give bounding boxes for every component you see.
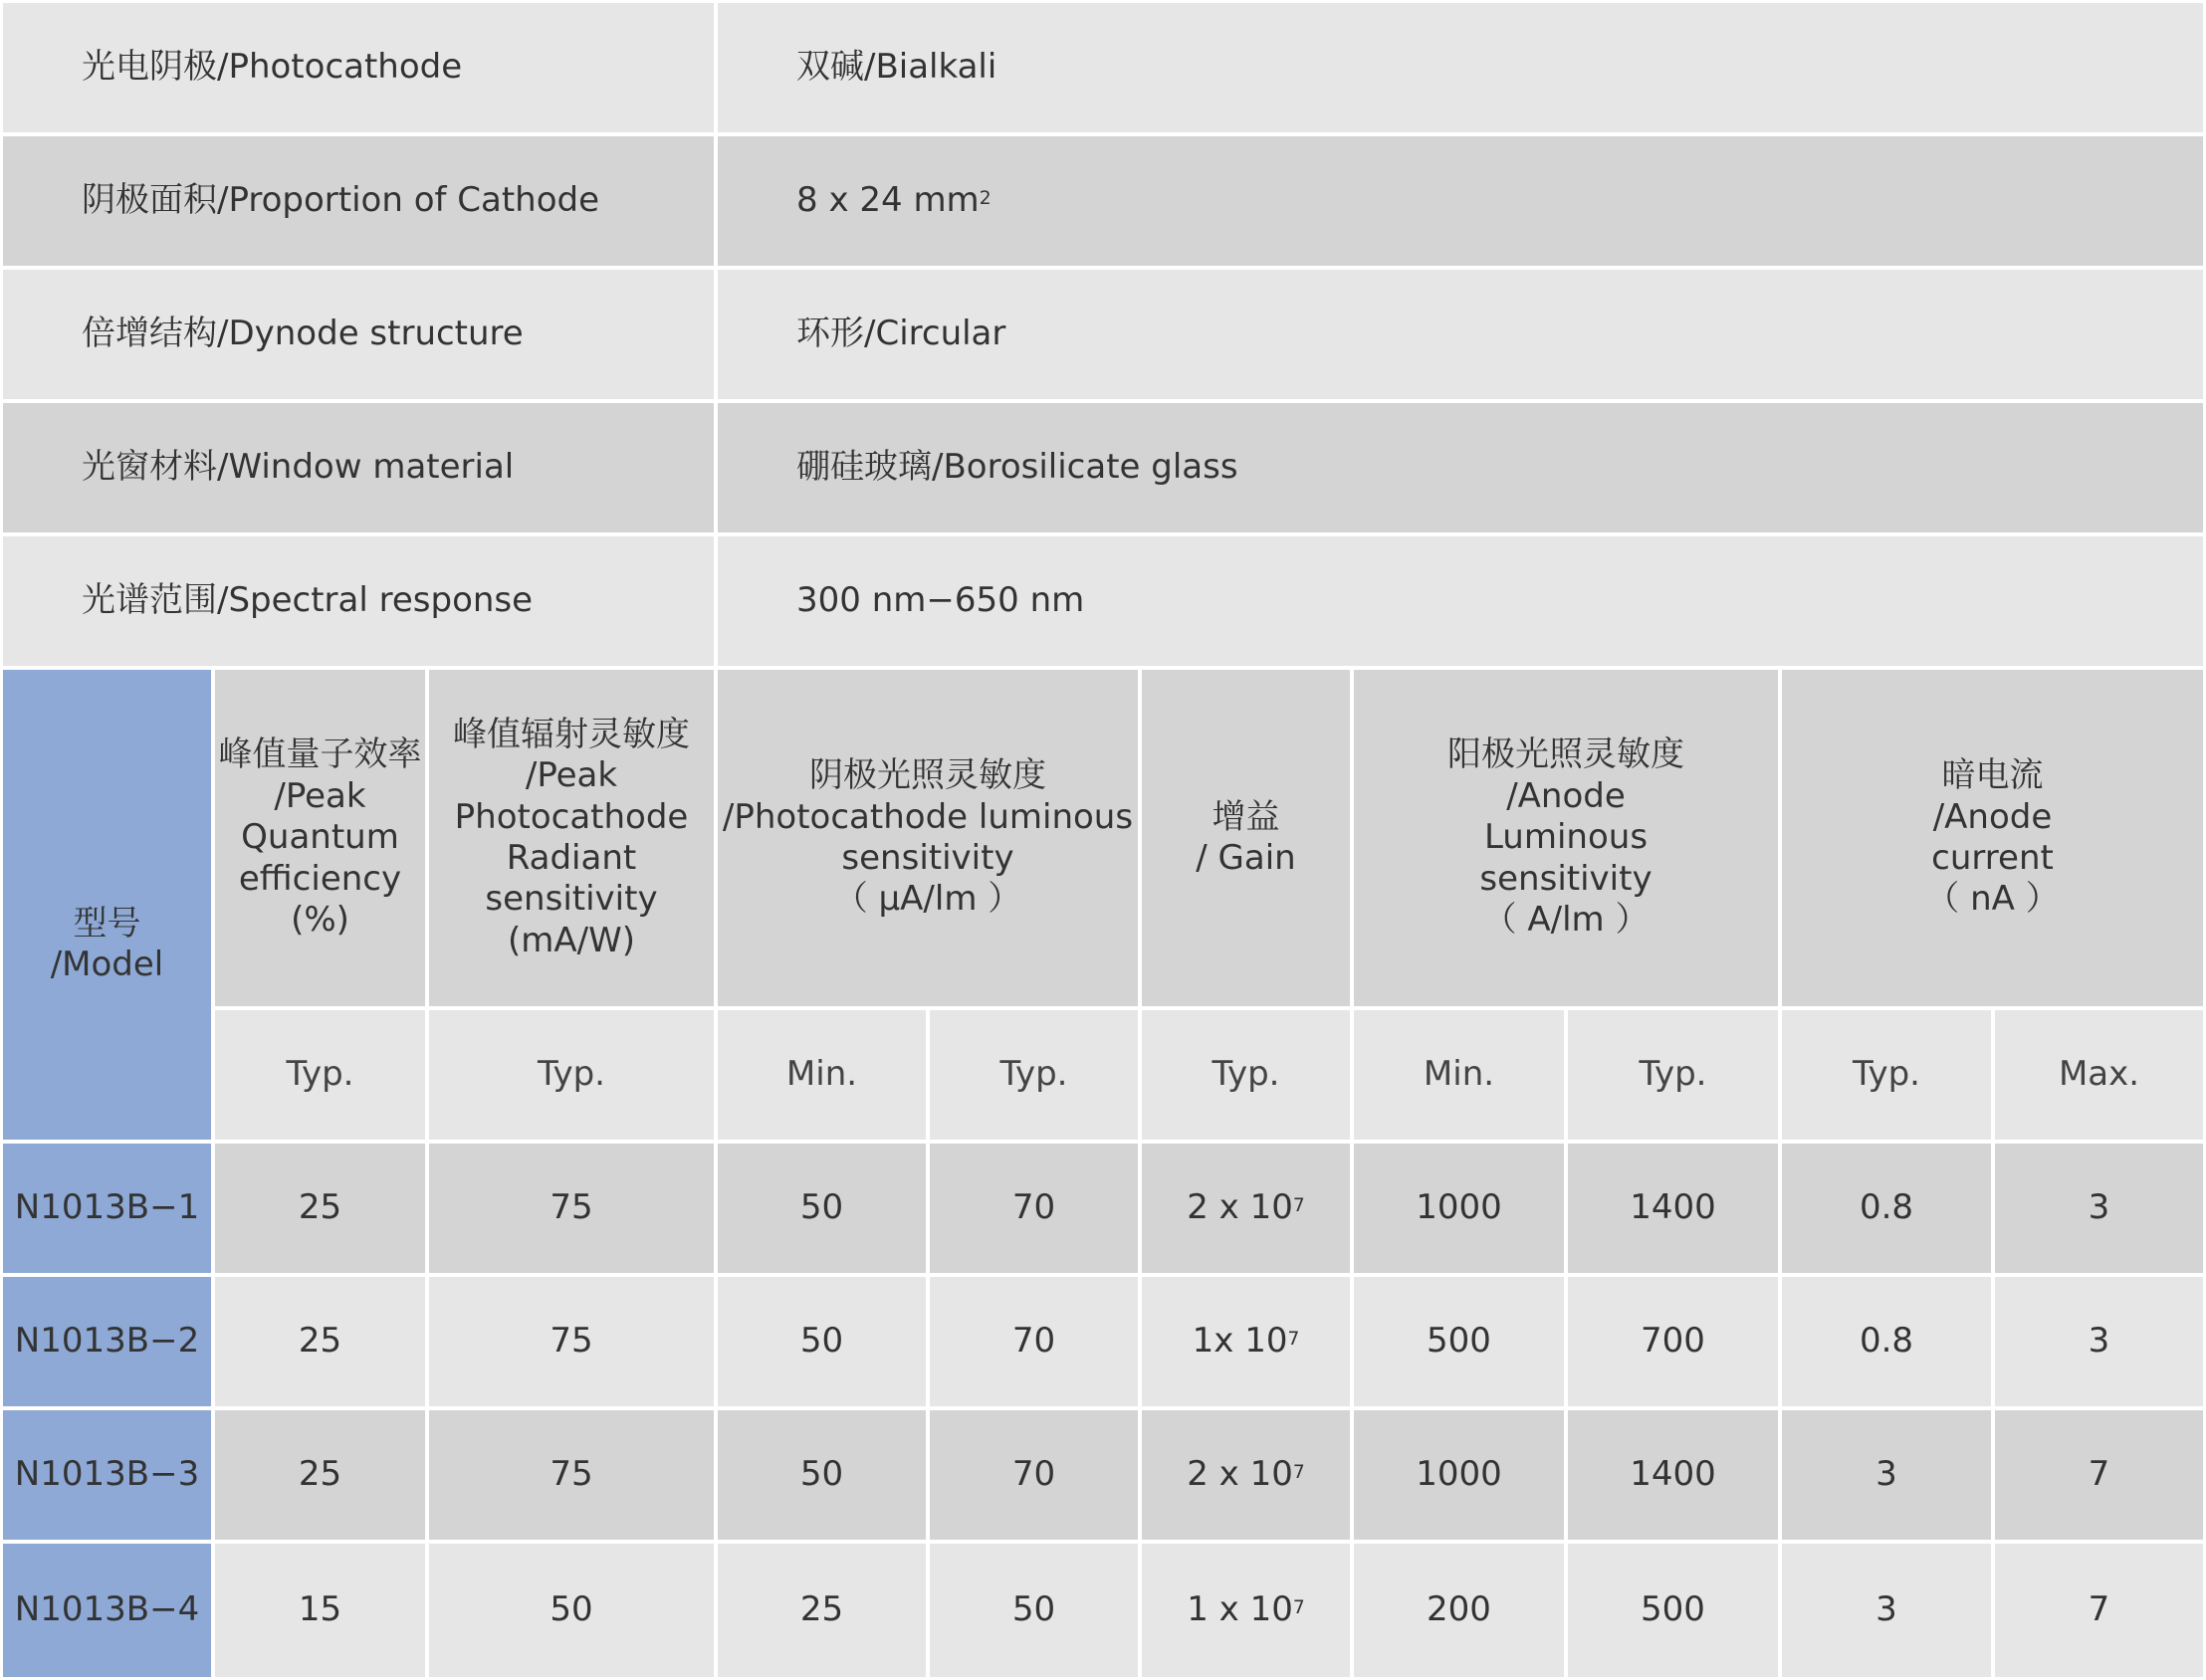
dc-typ-cell: 0.8 (1782, 1277, 1991, 1406)
spec-value-window: 硼硅玻璃/Borosilicate glass (718, 403, 2203, 532)
model-header-cn: 型号 (73, 903, 141, 944)
subheader-dc-typ: Typ. (1782, 1010, 1991, 1140)
header-line: sensitivity (485, 879, 658, 920)
spec-label-cathode-area: 阴极面积/Proportion of Cathode (3, 136, 714, 266)
header-anode-luminous (1354, 670, 1778, 1006)
header-line: （ μA/lm ） (833, 879, 1022, 920)
header-line: （ nA ） (1925, 879, 2060, 920)
spec-value-cathode-area (718, 136, 2203, 266)
header-cathode-luminous (718, 670, 1138, 1006)
anode-typ-cell: 1400 (1568, 1144, 1778, 1273)
header-line: Photocathode (454, 796, 689, 837)
anode-typ-cell: 700 (1568, 1277, 1778, 1406)
spec-label-dynode: 倍增结构/Dynode structure (3, 270, 714, 399)
anode-min-cell: 1000 (1354, 1144, 1564, 1273)
header-line: efficiency (238, 858, 402, 899)
gain-exp: 7 (1292, 1596, 1305, 1618)
header-line: Quantum (241, 817, 399, 858)
header-line: /Peak (525, 755, 618, 796)
header-line: sensitivity (1479, 858, 1653, 899)
header-line: /Anode (1506, 775, 1626, 816)
spec-value-photocathode: 双碱/Bialkali (718, 3, 2203, 132)
gain-cell (1142, 1277, 1350, 1406)
lum-typ-cell: 70 (930, 1410, 1138, 1540)
header-line: sensitivity (841, 838, 1014, 878)
header-gain (1142, 670, 1350, 1006)
gain-cell (1142, 1144, 1350, 1273)
header-line: (mA/W) (508, 920, 635, 960)
gain-base: 2 x 10 (1187, 1187, 1293, 1228)
qe-cell: 25 (215, 1410, 425, 1540)
gain-base: 1x 10 (1192, 1321, 1288, 1362)
model-header (3, 670, 211, 1140)
model-cell: N1013B−4 (3, 1544, 211, 1677)
header-peak-radiant (429, 670, 714, 1006)
subheader-dc-max: Max. (1995, 1010, 2203, 1140)
model-cell: N1013B−1 (3, 1144, 211, 1273)
header-line: 阴极光照灵敏度 (809, 755, 1046, 796)
lum-typ-cell: 70 (930, 1144, 1138, 1273)
dc-max-cell: 7 (1995, 1410, 2203, 1540)
subheader-rad-typ: Typ. (429, 1010, 714, 1140)
dc-typ-cell: 3 (1782, 1410, 1991, 1540)
dc-max-cell: 7 (1995, 1544, 2203, 1677)
gain-exp: 7 (1287, 1328, 1300, 1350)
gain-exp: 7 (1292, 1461, 1305, 1483)
header-peak-qe (215, 670, 425, 1006)
header-line: 暗电流 (1941, 755, 2044, 796)
dc-typ-cell: 0.8 (1782, 1144, 1991, 1273)
anode-min-cell: 500 (1354, 1277, 1564, 1406)
model-header-en: /Model (50, 945, 164, 984)
lum-typ-cell: 50 (930, 1544, 1138, 1677)
qe-cell: 25 (215, 1277, 425, 1406)
header-line: （ A/lm ） (1482, 900, 1650, 941)
anode-typ-cell: 1400 (1568, 1410, 1778, 1540)
subheader-lum-min: Min. (718, 1010, 926, 1140)
radiant-cell: 75 (429, 1410, 714, 1540)
header-line: 增益 (1212, 796, 1280, 837)
lum-min-cell: 50 (718, 1277, 926, 1406)
subheader-anode-typ: Typ. (1568, 1010, 1778, 1140)
anode-min-cell: 1000 (1354, 1410, 1564, 1540)
radiant-cell: 75 (429, 1277, 714, 1406)
header-line: / Gain (1196, 838, 1296, 878)
header-line: 峰值辐射灵敏度 (453, 714, 690, 754)
anode-typ-cell: 500 (1568, 1544, 1778, 1677)
lum-typ-cell: 70 (930, 1277, 1138, 1406)
subheader-anode-min: Min. (1354, 1010, 1564, 1140)
header-line: 峰值量子效率 (218, 735, 422, 775)
cathode-area-text: 8 x 24 mm (796, 180, 980, 221)
header-line: Luminous (1483, 817, 1649, 858)
qe-cell: 25 (215, 1144, 425, 1273)
model-cell: N1013B−3 (3, 1410, 211, 1540)
header-line: current (1931, 838, 2054, 878)
spec-label-photocathode: 光电阴极/Photocathode (3, 3, 714, 132)
subheader-gain-typ: Typ. (1142, 1010, 1350, 1140)
dc-max-cell: 3 (1995, 1277, 2203, 1406)
subheader-lum-typ: Typ. (930, 1010, 1138, 1140)
header-line: /Peak (274, 775, 366, 816)
spec-value-dynode: 环形/Circular (718, 270, 2203, 399)
header-line: 阳极光照灵敏度 (1447, 735, 1684, 775)
radiant-cell: 75 (429, 1144, 714, 1273)
gain-exp: 7 (1292, 1194, 1305, 1216)
lum-min-cell: 50 (718, 1410, 926, 1540)
header-line: /Photocathode luminous (722, 796, 1134, 837)
header-line: /Anode (1932, 796, 2053, 837)
model-cell: N1013B−2 (3, 1277, 211, 1406)
lum-min-cell: 25 (718, 1544, 926, 1677)
header-line: Radiant (506, 838, 637, 878)
dc-typ-cell: 3 (1782, 1544, 1991, 1677)
radiant-cell: 50 (429, 1544, 714, 1677)
dc-max-cell: 3 (1995, 1144, 2203, 1273)
spec-label-spectral: 光谱范围/Spectral response (3, 536, 714, 666)
spec-value-spectral: 300 nm−650 nm (718, 536, 2203, 666)
subheader-qe-typ: Typ. (215, 1010, 425, 1140)
gain-base: 1 x 10 (1187, 1589, 1293, 1630)
gain-cell (1142, 1410, 1350, 1540)
header-dark-current (1782, 670, 2203, 1006)
qe-cell: 15 (215, 1544, 425, 1677)
gain-cell (1142, 1544, 1350, 1677)
anode-min-cell: 200 (1354, 1544, 1564, 1677)
lum-min-cell: 50 (718, 1144, 926, 1273)
gain-base: 2 x 10 (1187, 1454, 1293, 1495)
header-line: (%) (291, 900, 349, 941)
cathode-area-sup: 2 (979, 187, 992, 209)
spec-label-window: 光窗材料/Window material (3, 403, 714, 532)
